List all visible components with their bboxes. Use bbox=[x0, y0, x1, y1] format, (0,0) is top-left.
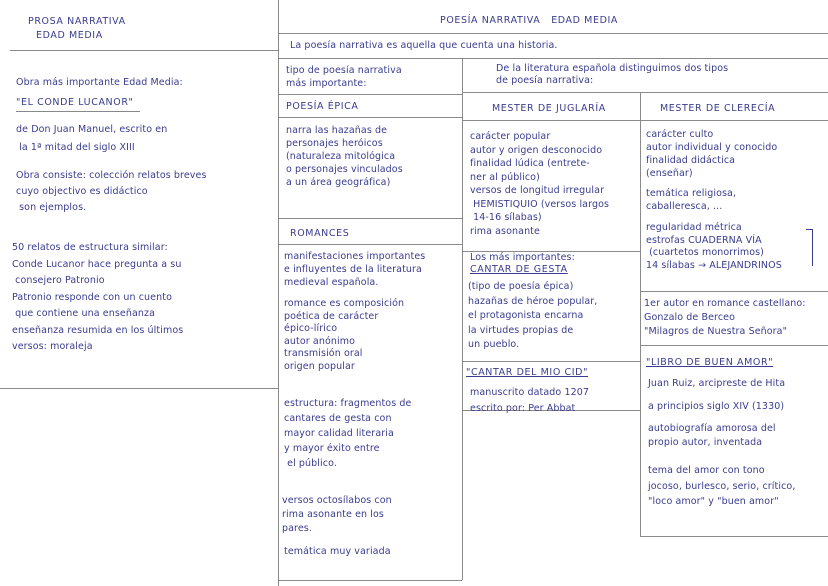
text-line: son ejemplos. bbox=[16, 202, 87, 213]
text-line: ner al público) bbox=[470, 171, 540, 183]
libro-text-4 bbox=[648, 463, 795, 510]
text-line: tipo de poesía narrativa bbox=[286, 65, 402, 76]
text-line: carácter popular bbox=[470, 131, 551, 142]
text-line: transmisión oral bbox=[284, 348, 363, 359]
text-line: autor y origen desconocido bbox=[470, 144, 603, 156]
divider bbox=[278, 117, 462, 118]
title-line: PROSA NARRATIVA bbox=[28, 16, 126, 27]
text-line: el protagonista encarna bbox=[468, 310, 584, 321]
libro-text-1 bbox=[648, 377, 785, 391]
text-line: jocoso, burlesco, serio, crítico, bbox=[648, 480, 796, 492]
poesia-definition: La poesía narrativa es aquella que cuenta una historia. bbox=[290, 40, 558, 51]
romances-text-1 bbox=[284, 250, 425, 289]
cantar-text bbox=[468, 280, 597, 353]
cantar-title: CANTAR DE GESTA bbox=[470, 264, 568, 275]
text-line: romance es composición bbox=[284, 298, 405, 309]
title-line: EDAD MEDIA bbox=[36, 30, 103, 41]
text-line: manuscrito datado 1207 bbox=[470, 387, 590, 398]
text-line: estructura: fragmentos de bbox=[284, 398, 412, 409]
text-line: temática muy variada bbox=[284, 546, 391, 557]
text-line: enseñanza resumida en los últimos bbox=[12, 324, 184, 336]
bracket-arrow-icon bbox=[806, 229, 813, 266]
divider bbox=[278, 580, 462, 581]
text-line: cuyo objectivo es didáctico bbox=[16, 186, 148, 197]
clerecia-features-2 bbox=[646, 187, 736, 213]
text-line: a un área geográfica) bbox=[286, 177, 391, 188]
text-line: Gonzalo de Berceo bbox=[644, 312, 736, 323]
work-title-text: "EL CONDE LUCANOR" bbox=[16, 97, 134, 108]
text-line: más importante: bbox=[286, 78, 367, 89]
text-line: un pueblo. bbox=[468, 339, 520, 350]
text-line: e influyentes de la literatura bbox=[284, 264, 422, 275]
text-line: épico-lírico bbox=[284, 323, 338, 334]
libro-text-2 bbox=[648, 400, 784, 414]
divider bbox=[0, 388, 278, 389]
text-line: escrito por: Per Abbat bbox=[470, 403, 576, 414]
text-line: medieval española. bbox=[284, 277, 379, 288]
text-line: HEMISTIQUIO (versos largos bbox=[470, 198, 610, 210]
epica-text bbox=[286, 124, 403, 189]
divider bbox=[278, 33, 828, 34]
text-line: (tipo de poesía épica) bbox=[468, 281, 574, 292]
divider bbox=[278, 94, 462, 95]
text-line: la virtudes propias de bbox=[468, 324, 574, 336]
text-line: Obra más importante Edad Media: bbox=[16, 77, 183, 88]
text-line: temática religiosa, bbox=[646, 188, 737, 199]
text-line: Patronio responde con un cuento bbox=[12, 291, 172, 303]
divider bbox=[640, 536, 828, 537]
text-line: poética de carácter bbox=[284, 310, 379, 322]
text-line: la 1ª mitad del siglo XIII bbox=[16, 142, 135, 153]
divider bbox=[462, 92, 828, 93]
text-line: personajes heróicos bbox=[286, 138, 383, 149]
text-line: propio autor, inventada bbox=[648, 437, 763, 448]
prosa-content bbox=[16, 168, 207, 216]
romances-title: ROMANCES bbox=[290, 228, 350, 239]
text-line: 14-16 sílabas) bbox=[470, 212, 542, 223]
types-intro bbox=[496, 63, 728, 87]
text-line: el público. bbox=[284, 458, 337, 469]
text-line: "loco amor" y "buen amor" bbox=[648, 496, 779, 507]
divider bbox=[462, 120, 828, 121]
work-title bbox=[16, 97, 140, 112]
divider bbox=[278, 244, 462, 245]
text-line: carácter culto bbox=[646, 129, 714, 140]
text-line: mayor calidad literaria bbox=[284, 428, 394, 439]
text-line: (enseñar) bbox=[646, 168, 693, 179]
text-line: autobiografía amorosa del bbox=[648, 423, 776, 434]
text-line: autor anónimo bbox=[284, 335, 355, 347]
divider bbox=[10, 50, 278, 51]
divider bbox=[640, 345, 828, 346]
romances-text-2 bbox=[284, 298, 404, 373]
clerecia-features-1 bbox=[646, 128, 777, 180]
text-line: finalidad lúdica (entrete- bbox=[470, 158, 590, 169]
text-line: que contiene una enseñanza bbox=[12, 308, 156, 319]
text-line: rima asonante bbox=[470, 225, 540, 237]
text-line: regularidad métrica bbox=[646, 222, 742, 233]
epica-title: POESÍA ÉPICA bbox=[286, 101, 359, 112]
text-line: de Don Juan Manuel, escrito en bbox=[16, 124, 168, 135]
juglaria-features bbox=[470, 130, 609, 238]
text-line: De la literatura española distinguimos dos tipos bbox=[496, 63, 729, 74]
text-line: tema del amor con tono bbox=[648, 465, 765, 476]
text-line: Conde Lucanor hace pregunta a su bbox=[12, 258, 182, 270]
text-line: "Milagros de Nuestra Señora" bbox=[644, 326, 788, 337]
libro-title: "LIBRO DE BUEN AMOR" bbox=[646, 357, 774, 368]
divider-main bbox=[278, 0, 279, 586]
clerecia-title: MESTER DE CLERECÍA bbox=[660, 103, 776, 114]
mio-cid-text bbox=[470, 385, 589, 417]
divider bbox=[278, 218, 462, 219]
divider bbox=[640, 291, 828, 292]
libro-text-3 bbox=[648, 422, 776, 450]
romances-text-4 bbox=[282, 494, 392, 536]
text-line: manifestaciones importantes bbox=[284, 251, 426, 262]
text-line: de poesía narrativa: bbox=[496, 75, 594, 86]
text-line: 50 relatos de estructura similar: bbox=[12, 242, 168, 253]
text-line: Juan Ruiz, arcipreste de Hita bbox=[648, 378, 786, 389]
romances-text-5 bbox=[284, 545, 391, 559]
important-intro: Los más importantes: bbox=[470, 252, 575, 263]
text-line: consejero Patronio bbox=[12, 275, 105, 286]
prosa-author bbox=[16, 121, 167, 157]
poesia-title: POESÍA NARRATIVA EDAD MEDIA bbox=[440, 15, 618, 26]
text-line: (naturaleza mitológica bbox=[286, 151, 396, 162]
divider bbox=[462, 361, 640, 362]
text-line: o personajes vinculados bbox=[286, 164, 403, 175]
text-line: versos octosílabos con bbox=[282, 495, 392, 506]
text-line: rima asonante en los bbox=[282, 509, 384, 520]
juglaria-title: MESTER DE JUGLARÍA bbox=[492, 103, 606, 114]
text-line: origen popular bbox=[284, 360, 355, 372]
romances-text-3 bbox=[284, 396, 411, 471]
text-line: autor individual y conocido bbox=[646, 142, 778, 153]
text-line: narra las hazañas de bbox=[286, 125, 388, 136]
divider bbox=[462, 58, 463, 580]
text-line: hazañas de héroe popular, bbox=[468, 295, 598, 307]
text-line: versos de longitud irregular bbox=[470, 185, 605, 196]
prosa-title bbox=[28, 16, 126, 41]
text-line: versos: moraleja bbox=[12, 341, 93, 352]
tipo-intro bbox=[286, 64, 402, 90]
text-line: estrofas CUADERNA VÍA bbox=[646, 234, 762, 246]
mio-cid-title: "CANTAR DEL MIO CID" bbox=[466, 367, 589, 378]
text-line: 1er autor en romance castellano: bbox=[644, 298, 806, 309]
text-line: finalidad didáctica bbox=[646, 155, 736, 166]
prosa-structure bbox=[12, 240, 183, 356]
text-line: Obra consiste: colección relatos breves bbox=[16, 170, 207, 181]
text-line: pares. bbox=[282, 523, 312, 534]
text-line: caballeresca, ... bbox=[646, 201, 723, 212]
text-line: y mayor éxito entre bbox=[284, 443, 380, 454]
berceo-text bbox=[644, 297, 806, 339]
text-line: 14 sílabas → ALEJANDRINOS bbox=[646, 259, 782, 271]
clerecia-features-3 bbox=[646, 222, 782, 272]
prosa-intro bbox=[16, 74, 183, 92]
text-line: (cuartetos monorrimos) bbox=[646, 247, 764, 258]
text-line: cantares de gesta con bbox=[284, 413, 392, 424]
divider bbox=[278, 58, 828, 59]
divider bbox=[640, 92, 641, 536]
text-line: a principios siglo XIV (1330) bbox=[648, 401, 785, 412]
